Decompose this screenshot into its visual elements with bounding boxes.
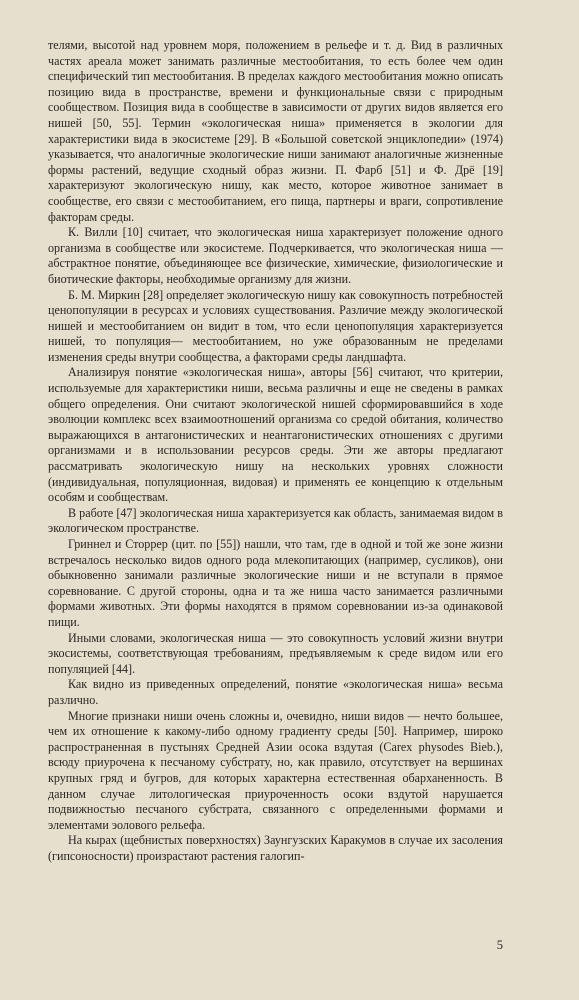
paragraph: Анализируя понятие «экологическая ниша», авторы [56] считают, что критерии, используемые для характеристики ниши, весьма различны и еще не сведены в рамках общего определения. Они считают экологической нишей сформировавшийся в ходе эволюции комплекс всех взаимоотношений организма со средой обитания, количество выражающихся в антагонистических и неантагонистических отношениях с другими организмами и в использовании ресурсов среды. Эти же авторы предлагают рассматривать экологическую нишу на нескольких уровнях сложности (индивидуальная, популяционная, видовая) и применять ее концепцию к отдельным особям и сообществам. [48, 365, 503, 505]
paragraph: К. Вилли [10] считает, что экологическая ниша характеризует положение одного организма в сообществе или экосистеме. Подчеркивается, что экологическая ниша — абстрактное понятие, объединяющее все физические, химические, физиологические и биотические факторы, необходимые организму для жизни. [48, 225, 503, 286]
paragraph: На кырах (щебнистых поверхностях) Заунгузских Каракумов в случае их засоления (гипсоносности) произрастают растения галогип- [48, 833, 503, 863]
paragraph: телями, высотой над уровнем моря, положением в рельефе и т. д. Вид в различных частях ареала может занимать различные местообитания, то есть более чем один специфический тип местообитания. В пределах каждого местообитания можно описать позицию вида в пространстве, времени и функциональные связи с природным сообществом. Позиция вида в сообществе в зависимости от других видов является его нишей [50, 55]. Термин «экологическая ниша» применяется в экологии для характеристики вида в экосистеме [29]. В «Большой советской энциклопедии» (1974) указывается, что аналогичные экологические ниши занимают аналогичные жизненные формы растений, ведущие сходный образ жизни. П. Фарб [51] и Ф. Дрё [19] характеризуют экологическую нишу, как место, которое животное занимает в сообществе, его связи с местообитанием, его пища, партнеры и враги, сопротивление факторам среды. [48, 38, 503, 224]
paragraph: Многие признаки ниши очень сложны и, очевидно, ниши видов — нечто большее, чем их отношение к какому-либо одному градиенту среды [50]. Например, широко распространенная в пустынях Средней Азии осока вздутая (Carex physodes Bieb.), всюду приурочена к песчаному субстрату, но, как правило, отсутствует на вершинах крупных гряд и бугров, для которых характерна естественная обарханенность. В данном случае литологическая приуроченность осоки вздутой нарушается подвижностью песчаного субстрата, связанного с определенными формами и элементами эолового рельефа. [48, 708, 503, 832]
paragraph: Как видно из приведенных определений, понятие «экологическая ниша» весьма различно. [48, 677, 503, 707]
paragraph: Гриннел и Сторрер (цит. по [55]) нашли, что там, где в одной и той же зоне жизни встречалось несколько видов одного рода млекопитающих (например, сусликов), они обыкновенно занимали различные экологические ниши и не вступали в прямое соревнование. С другой стороны, одна и та же ниша часто занимается различными формами животных. Эти формы находятся в прямом соревновании из-за одинаковой пищи. [48, 537, 503, 629]
page-number: 5 [496, 938, 503, 952]
paragraph: Б. М. Миркин [28] определяет экологическую нишу как совокупность потребностей ценопопуляции в ресурсах и условиях существования. Различие между экологической нишей и местообитанием он видит в том, что если ценопопуляция характеризуется нишей, то популяция— местообитанием, но уже образованным не пределами изменения среды внутри сообщества, а факторами среды ландшафта. [48, 287, 503, 364]
paragraph: Иными словами, экологическая ниша — это совокупность условий жизни внутри экосистемы, соответствующая требованиям, предъявляемым к среде видом или его популяцией [44]. [48, 630, 503, 676]
paragraph: В работе [47] экологическая ниша характеризуется как область, занимаемая видом в экологическом пространстве. [48, 505, 503, 536]
